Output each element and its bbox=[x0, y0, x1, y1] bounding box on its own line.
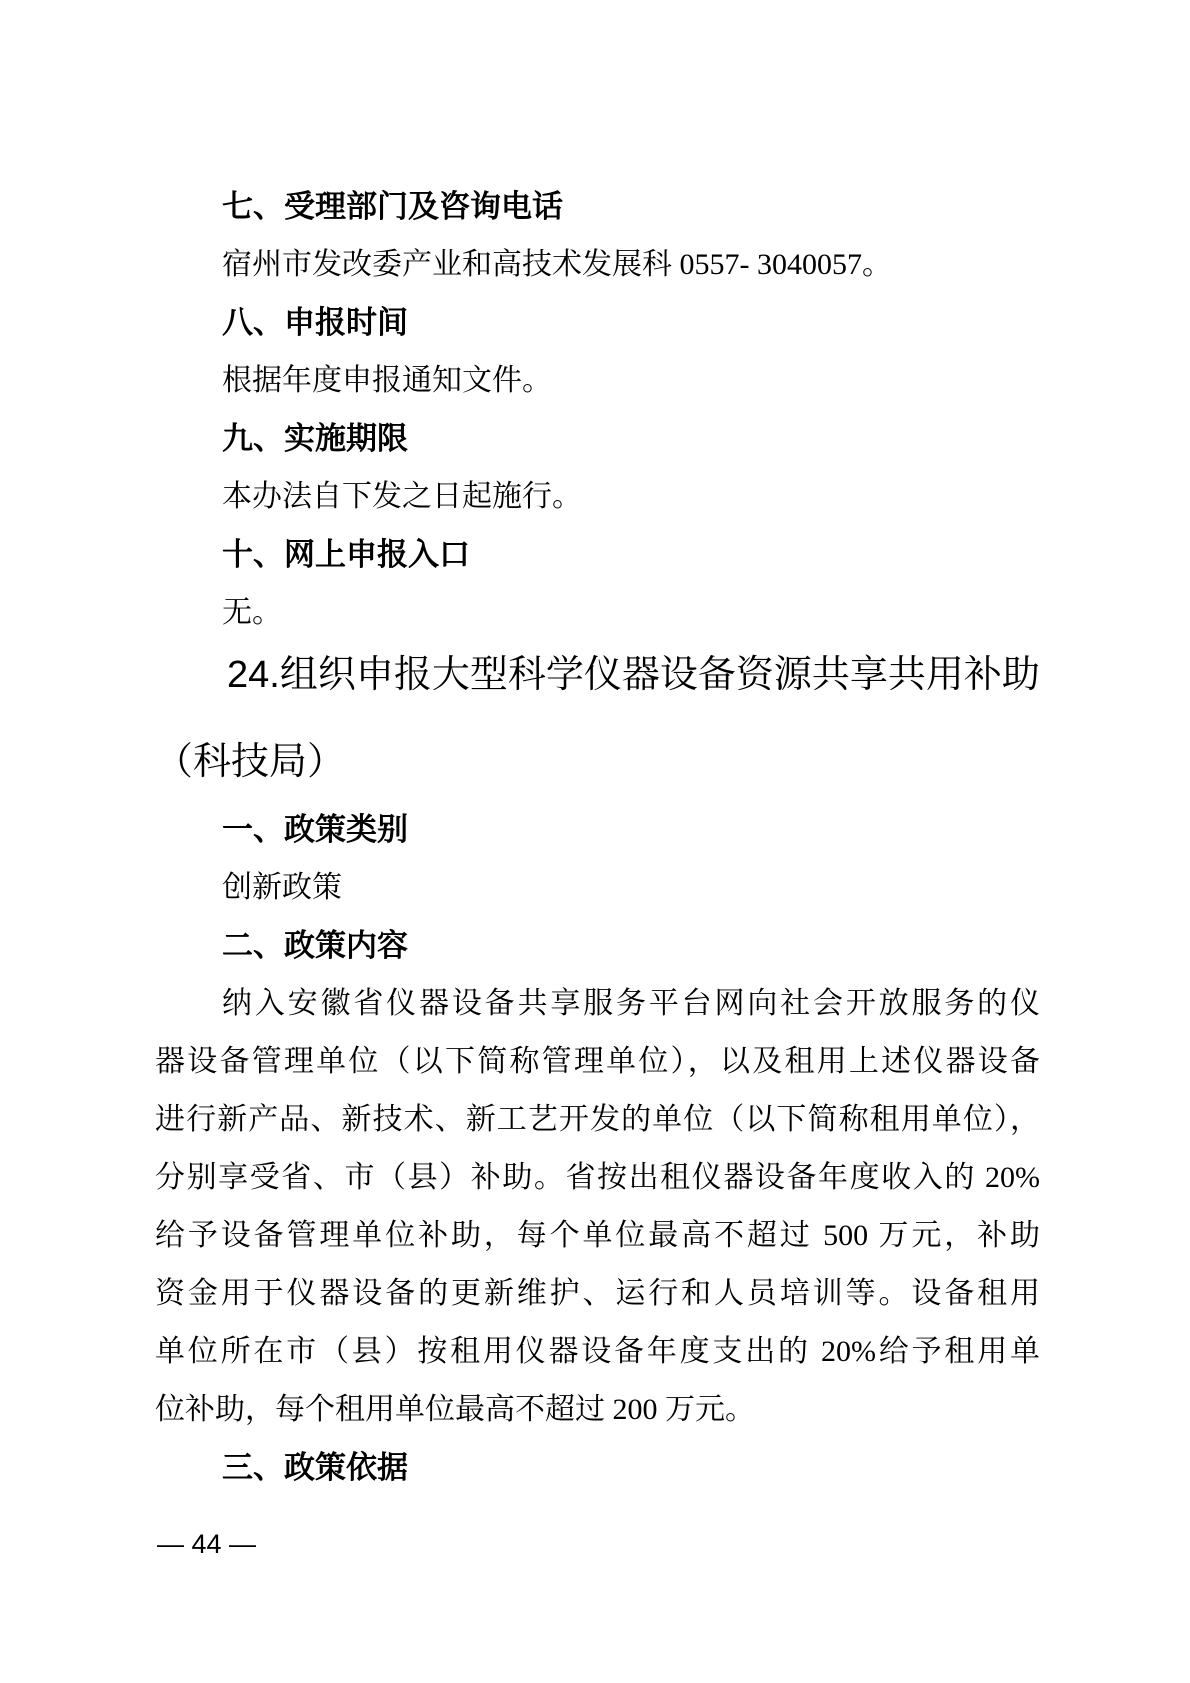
paragraph-line: 进行新产品、新技术、新工艺开发的单位（以下简称租用单位）， bbox=[155, 1103, 1040, 1137]
chapter-title-suffix: （科技局） bbox=[155, 741, 346, 784]
chapter-title: 24.组织申报大型科学仪器设备资源共享共用补助 bbox=[227, 654, 1040, 696]
section-heading-policy-content: 二、政策内容 bbox=[222, 928, 408, 964]
section-body-online-entry: 无。 bbox=[222, 596, 282, 629]
paragraph-line: 器设备管理单位（以下简称管理单位），以及租用上述仪器设备 bbox=[155, 1045, 1040, 1079]
section-heading-policy-category: 一、政策类别 bbox=[222, 812, 408, 848]
section-heading-accepting-department: 七、受理部门及咨询电话 bbox=[222, 189, 563, 224]
section-body-accepting-department: 宿州市发改委产业和高技术发展科 0557- 3040057。 bbox=[222, 248, 892, 281]
section-heading-policy-basis: 三、政策依据 bbox=[222, 1450, 408, 1486]
paragraph-line: 资金用于仪器设备的更新维护、运行和人员培训等。设备租用 bbox=[155, 1277, 1040, 1311]
section-heading-online-entry: 十、网上申报入口 bbox=[222, 537, 470, 572]
section-body-application-time: 根据年度申报通知文件。 bbox=[222, 364, 552, 397]
paragraph-line: 位补助，每个租用单位最高不超过 200 万元。 bbox=[155, 1393, 755, 1427]
document-text bbox=[155, 178, 1040, 1497]
paragraph-line: 纳入安徽省仪器设备共享服务平台网向社会开放服务的仪 bbox=[222, 987, 1040, 1021]
section-heading-implementation-period: 九、实施期限 bbox=[222, 421, 408, 456]
section-body-implementation-period: 本办法自下发之日起施行。 bbox=[222, 480, 582, 513]
paragraph-line: 给予设备管理单位补助，每个单位最高不超过 500 万元，补助 bbox=[155, 1219, 1040, 1253]
page-number: — 44 — bbox=[157, 1529, 257, 1559]
section-body-policy-category: 创新政策 bbox=[222, 871, 342, 905]
paragraph-line: 单位所在市（县）按租用仪器设备年度支出的 20%给予租用单 bbox=[155, 1335, 1040, 1369]
section-heading-application-time: 八、申报时间 bbox=[222, 305, 408, 340]
paragraph-line: 分别享受省、市（县）补助。省按出租仪器设备年度收入的 20% bbox=[155, 1161, 1040, 1195]
